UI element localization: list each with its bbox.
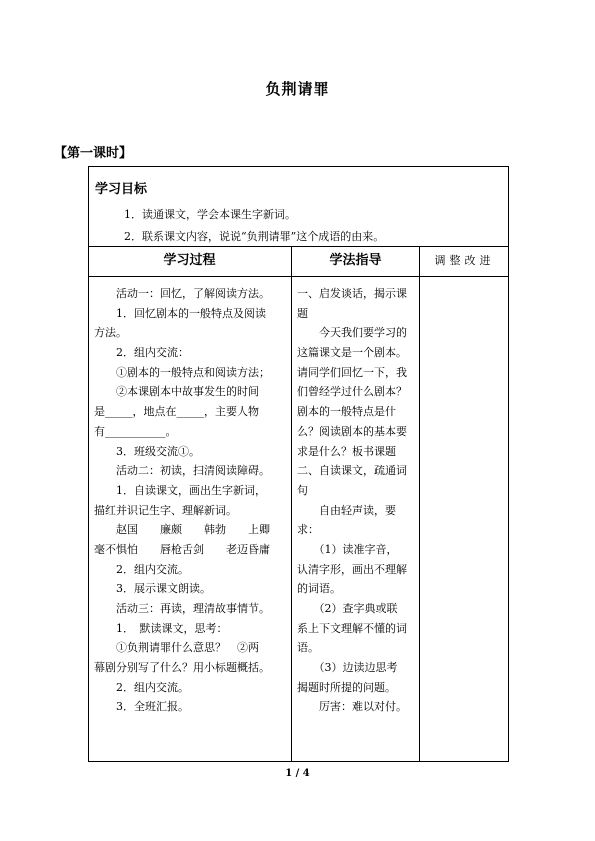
guidance-line: 剧本的一般特点是什 [297,405,396,419]
lesson-table [88,166,509,762]
process-line: 幕剧分别写了什么？用小标题概括。 [94,661,270,675]
guidance-line: （3）边读边思考 [297,661,398,675]
process-line: 描红并识记生字、理解新词。 [94,503,237,517]
guidance-line: （2）查字典或联 [297,602,398,615]
process-line: 有___________。 [94,424,177,438]
process-line: 方法。 [94,326,127,340]
column-divider [419,246,420,762]
guidance-line: 一、启发谈话，揭示课 [297,287,407,300]
guidance-line: 这篇课文是一个剧本。 [297,346,407,360]
process-column [94,284,289,717]
guidance-column [297,284,417,717]
column-header-guidance: 学法指导 [329,253,382,268]
goal-item: 2．联系课文内容，说说“负荆请罪”这个成语的由来。 [124,230,385,243]
process-line: 1．回忆剧本的一般特点及阅读 [94,306,266,320]
process-line: ①剧本的一般特点和阅读方法； [94,365,270,379]
column-divider [291,246,292,762]
guidance-line: 二、自读课文，疏通词 [297,464,407,478]
guidance-line: （1）读准字音， [297,542,398,556]
process-line: 赵国 廉颇 韩勃 上卿 [94,523,270,537]
guidance-line: 今天我们要学习的 [297,326,407,340]
process-line: 3．全班汇报。 [94,700,189,714]
process-line: 1．自读课文，画出生字新词， [94,483,266,497]
guidance-line: 认清字形，画出不理解 [297,562,407,576]
goal-item: 1．读通课文，学会本课生字新词。 [124,208,296,221]
guidance-line: 题 [297,306,308,320]
guidance-line: 的词语。 [297,582,341,596]
column-header-adjust: 调整改进 [434,254,495,267]
guidance-line: 们曾经学过什么剧本？ [297,385,407,399]
process-line: 2．组内交流。 [94,562,189,576]
process-line: 3．班级交流①。 [94,444,200,458]
process-line: 活动三：再读，理清故事情节。 [94,602,270,615]
section-label: 【第一课时】 [54,146,133,161]
guidance-line: 系上下文理解不懂的词 [297,621,407,635]
column-header-process: 学习过程 [163,253,216,268]
process-line: 活动二：初读，扫清阅读障碍。 [94,464,270,478]
guidance-line: 厉害：难以对付。 [297,700,407,714]
process-line: ①负荆请罪什么意思？ ②两 [94,641,259,655]
process-line: 3．展示课文朗读。 [94,582,211,596]
process-line: 是_____，地点在_____，主要人物 [94,405,259,419]
guidance-line: 句 [297,483,308,497]
guidance-line: 揭题时所提的问题。 [297,680,396,694]
guidance-line: 求： [297,523,319,537]
process-line: ②本课剧本中故事发生的时间 [94,385,259,399]
page-number: 1 / 4 [285,768,310,779]
guidance-line: 么？阅读剧本的基本要 [297,424,407,438]
guidance-line: 语。 [297,641,319,655]
guidance-line: 求是什么？板书课题 [297,444,396,458]
process-line: 2．组内交流。 [94,680,189,694]
process-line: 毫不惧怕 唇枪舌剑 老迈昏庸 [94,542,270,556]
page-title: 负荆请罪 [265,80,330,98]
guidance-line: 请同学们回忆一下，我 [297,365,407,379]
row-divider [88,276,509,277]
goals-heading: 学习目标 [95,182,148,197]
process-line: 2．组内交流： [94,346,189,360]
process-line: 活动一：回忆，了解阅读方法。 [94,287,270,300]
guidance-line: 自由轻声读，要 [297,503,396,517]
process-line: 1． 默读课文，思考： [94,621,228,635]
